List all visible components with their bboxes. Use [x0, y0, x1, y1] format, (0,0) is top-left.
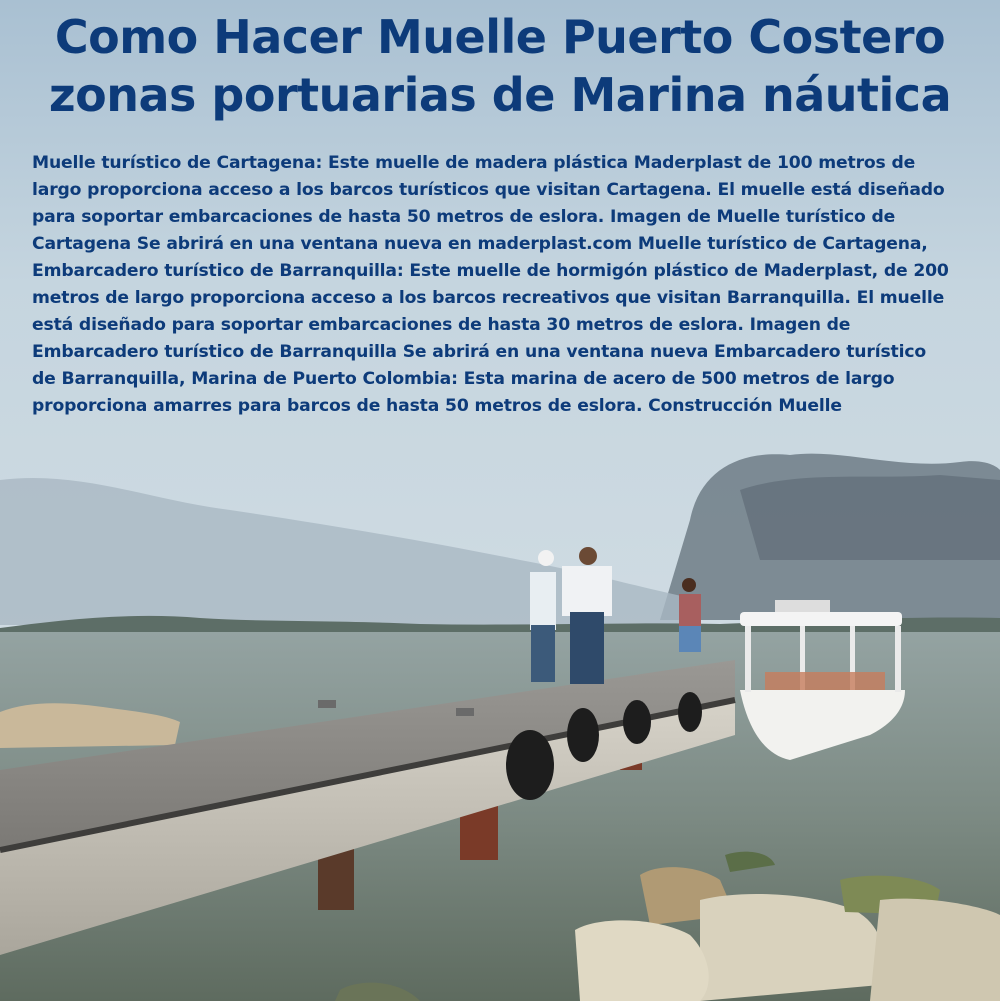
description-line: Cartagena Se abrirá en una ventana nueva en maderplast.com Muelle turístico de Cartagena,: [32, 234, 928, 254]
page-title: [0, 8, 1000, 124]
description-line: Embarcadero turístico de Barranquilla: Este muelle de hormigón plástico de Maderplast, de 200: [32, 261, 949, 281]
title-line-2: zonas portuarias de Marina náutica: [48, 68, 952, 122]
description-text: [32, 150, 988, 420]
description-line: para soportar embarcaciones de hasta 50 metros de eslora. Imagen de Muelle turístico de: [32, 207, 896, 227]
description-line: metros de largo proporciona acceso a los barcos recreativos que visitan Barranquilla. El muelle: [32, 288, 945, 308]
description-line: está diseñado para soportar embarcaciones de hasta 30 metros de eslora. Imagen de: [32, 315, 851, 335]
description-line: Embarcadero turístico de Barranquilla Se abrirá en una ventana nueva Embarcadero turístico: [32, 342, 927, 362]
description-line: proporciona amarres para barcos de hasta 50 metros de eslora. Construcción Muelle: [32, 396, 842, 416]
description-line: de Barranquilla, Marina de Puerto Colombia: Esta marina de acero de 500 metros de largo: [32, 369, 895, 389]
title-line-1: Como Hacer Muelle Puerto Costero: [54, 10, 946, 64]
description-line: largo proporciona acceso a los barcos turísticos que visitan Cartagena. El muelle está diseñado: [32, 180, 945, 200]
description-line: Muelle turístico de Cartagena: Este muelle de madera plástica Maderplast de 100 metros de: [32, 153, 916, 173]
